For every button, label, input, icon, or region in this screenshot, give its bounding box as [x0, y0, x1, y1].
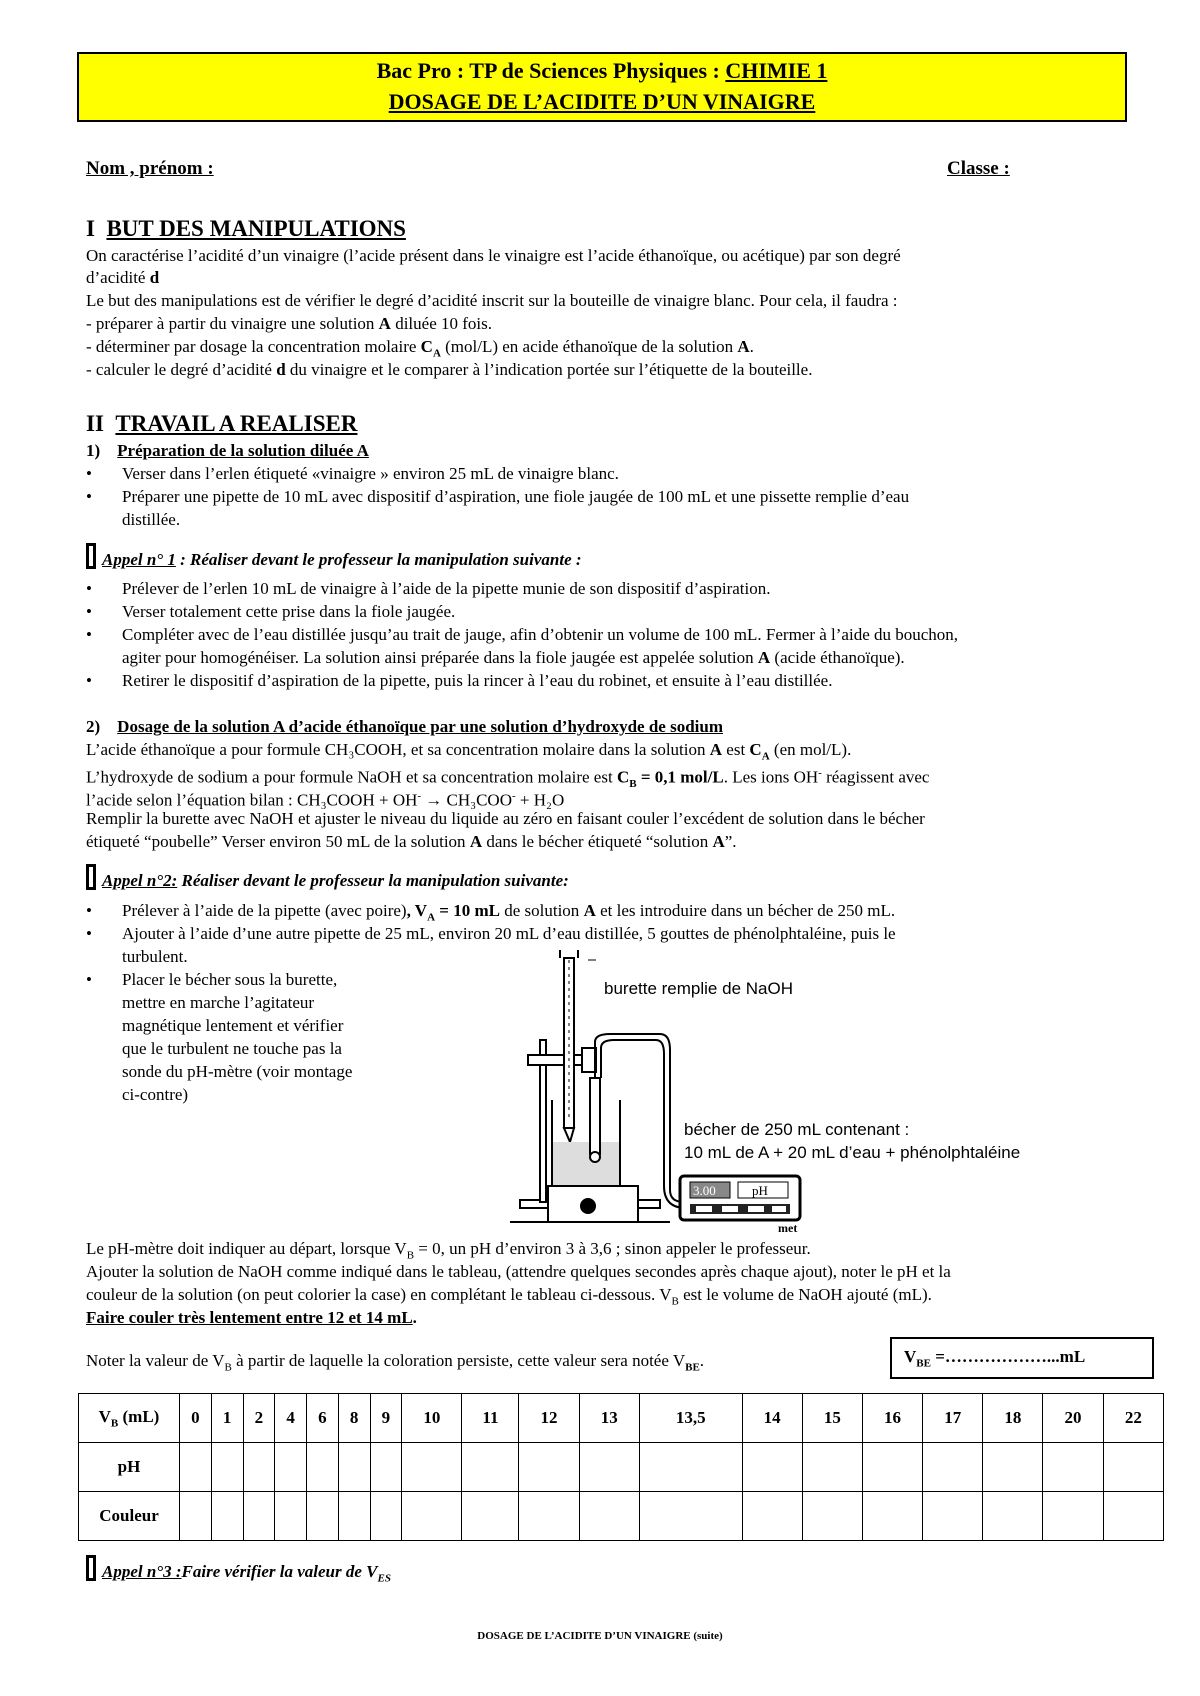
color-cell[interactable]: [243, 1492, 275, 1541]
phone-icon: [86, 1555, 96, 1581]
vol-cell: 2: [243, 1394, 275, 1443]
vol-cell: 6: [307, 1394, 339, 1443]
vol-cell: 4: [275, 1394, 307, 1443]
vol-cell: 9: [370, 1394, 402, 1443]
ph-cell[interactable]: [802, 1443, 862, 1492]
after-line-3: couleur de la solution (on peut colorier la case) en complétant le tableau ci-dessous. $V_B$ est le volume de NaOH ajouté (mL).: [86, 1285, 932, 1308]
ph-electrode: [590, 1078, 600, 1154]
ph-cell[interactable]: [243, 1443, 275, 1492]
vol-cell: 11: [462, 1394, 519, 1443]
color-cell[interactable]: [639, 1492, 742, 1541]
vol-cell: 12: [519, 1394, 579, 1443]
part-1-heading: 1) Préparation de la solution diluée A: [86, 441, 369, 460]
ph-cell[interactable]: [338, 1443, 370, 1492]
s1-intro-3: Le but des manipulations est de vérifier le degré d’acidité inscrit sur la bouteille de vinaigre blanc. Pour cela, il faudra :: [86, 291, 898, 310]
appel-3: Appel n°3 :Faire vérifier la valeur de $V_{ES}$: [86, 1555, 391, 1589]
color-cell[interactable]: [519, 1492, 579, 1541]
table-row-couleur: [79, 1492, 1164, 1541]
p2-line-5: étiqueté “poubelle” Verser environ 50 mL de la solution A dans le bécher étiqueté “solution A”.: [86, 832, 737, 851]
vol-cell: 22: [1103, 1394, 1163, 1443]
vol-cell: 14: [742, 1394, 802, 1443]
measurement-table: [78, 1393, 1164, 1541]
p2-line-3: l’acide selon l’équation bilan : CH₃COOH + OH- → CH₃COO- + H₂O: [86, 790, 565, 810]
note-vbe: Noter la valeur de $V_B$ à partir de laquelle la coloration persiste, cette valeur sera notée $V_{BE}$.: [86, 1351, 705, 1374]
footer: DOSAGE DE L’ACIDITE D’UN VINAIGRE (suite): [477, 1630, 723, 1642]
s1-bullet-3: - calculer le degré d’acidité d du vinaigre et le comparer à l’indication portée sur l’étiquette de la bouteille.: [86, 360, 813, 379]
color-cell[interactable]: [370, 1492, 402, 1541]
color-cell[interactable]: [923, 1492, 983, 1541]
color-cell[interactable]: [1043, 1492, 1103, 1541]
display-value: 3.00: [693, 1183, 716, 1198]
header-vb: $V_B$ (mL): [79, 1394, 180, 1443]
ph-cell[interactable]: [180, 1443, 212, 1492]
solution: [553, 1142, 619, 1189]
vol-cell: 10: [402, 1394, 462, 1443]
vbe-box: [890, 1337, 1154, 1379]
ph-cell[interactable]: [742, 1443, 802, 1492]
color-cell[interactable]: [462, 1492, 519, 1541]
phone-icon: [86, 864, 96, 890]
ph-cell[interactable]: [1103, 1443, 1163, 1492]
color-cell[interactable]: [211, 1492, 243, 1541]
ph-cell[interactable]: [983, 1443, 1043, 1492]
met-label: met: [778, 1221, 798, 1235]
vol-cell: 8: [338, 1394, 370, 1443]
ph-cell[interactable]: [462, 1443, 519, 1492]
fig-burette-label: burette remplie de NaOH: [604, 979, 793, 998]
vol-cell: 18: [983, 1394, 1043, 1443]
vol-cell: 0: [180, 1394, 212, 1443]
table-row-volume: [79, 1394, 1164, 1443]
appel-2: Appel n°2: Réaliser devant le professeur la manipulation suivante:: [86, 864, 569, 892]
fig-becher-label-2: 10 mL de A + 20 mL d’eau + phénolphtaléine: [684, 1143, 1021, 1162]
vol-cell: 16: [862, 1394, 922, 1443]
ph-cell[interactable]: [923, 1443, 983, 1492]
ph-cell[interactable]: [519, 1443, 579, 1492]
appel-1: Appel n° 1 : Réaliser devant le professeur la manipulation suivante :: [86, 543, 582, 571]
color-cell[interactable]: [180, 1492, 212, 1541]
vol-cell: 17: [923, 1394, 983, 1443]
color-cell[interactable]: [802, 1492, 862, 1541]
table-row-ph: [79, 1443, 1164, 1492]
ph-cell[interactable]: [370, 1443, 402, 1492]
part-2-heading: 2) Dosage de la solution A d’acide éthanoïque par une solution d’hydroxyde de sodium: [86, 717, 723, 736]
class-label: Classe :: [947, 158, 1010, 179]
vol-cell: 13,5: [639, 1394, 742, 1443]
vol-cell: 20: [1043, 1394, 1103, 1443]
s1-bullet-1: - préparer à partir du vinaigre une solution A diluée 10 fois.: [86, 314, 492, 333]
color-cell[interactable]: [307, 1492, 339, 1541]
ph-label: pH: [752, 1183, 768, 1198]
color-cell[interactable]: [402, 1492, 462, 1541]
s1-intro-2: d’acidité d: [86, 268, 160, 287]
ph-cell[interactable]: [579, 1443, 639, 1492]
phone-icon: [86, 543, 96, 569]
title-line-2: DOSAGE DE L’ACIDITE D’UN VINAIGRE: [388, 89, 816, 114]
ph-cell[interactable]: [639, 1443, 742, 1492]
header-couleur: Couleur: [79, 1492, 180, 1541]
color-cell[interactable]: [275, 1492, 307, 1541]
name-label: Nom , prénom :: [86, 158, 214, 179]
ph-cell[interactable]: [211, 1443, 243, 1492]
color-cell[interactable]: [338, 1492, 370, 1541]
clamp: [528, 1055, 588, 1065]
title-box: [77, 52, 1127, 122]
p2-line-1: L’acide éthanoïque a pour formule CH₃COOH, et sa concentration molaire dans la solution A est $C_A$ (en mol/L).: [86, 740, 852, 763]
after-line-1: Le pH-mètre doit indiquer au départ, lorsque $V_B = 0$, un pH d’environ 3 à 3,6 ; sinon appeler le professeur.: [86, 1239, 811, 1262]
color-cell[interactable]: [983, 1492, 1043, 1541]
after-line-2: Ajouter la solution de NaOH comme indiqué dans le tableau, (attendre quelques secondes après chaque ajout), noter le pH et la: [86, 1262, 951, 1281]
color-cell[interactable]: [1103, 1492, 1163, 1541]
color-cell[interactable]: [742, 1492, 802, 1541]
ph-cell[interactable]: [307, 1443, 339, 1492]
header-ph: pH: [79, 1443, 180, 1492]
s1-bullet-2: - déterminer par dosage la concentration molaire $C_A$ (mol/L) en acide éthanoïque de la solution A.: [86, 337, 754, 360]
after-line-4: Faire couler très lentement entre 12 et 14 mL.: [86, 1308, 417, 1327]
ph-cell[interactable]: [275, 1443, 307, 1492]
ph-cell[interactable]: [862, 1443, 922, 1492]
vol-cell: 1: [211, 1394, 243, 1443]
section-2-heading: II TRAVAIL A REALISER: [86, 411, 358, 436]
ph-cell[interactable]: [402, 1443, 462, 1492]
vbe-field: $V_{BE}$ =………………...mL: [904, 1347, 1086, 1370]
section-1-heading: I BUT DES MANIPULATIONS: [86, 216, 406, 241]
p2-line-2: L’hydroxyde de sodium a pour formule NaOH et sa concentration molaire est $C_B = 0,1$ mol/L. Les ions OH- réagissent avec: [86, 767, 930, 791]
color-cell[interactable]: [579, 1492, 639, 1541]
vol-cell: 13: [579, 1394, 639, 1443]
s1-intro-1: On caractérise l’acidité d’un vinaigre (l’acide présent dans le vinaigre est l’acide éthanoïque, ou acétique) par son degré: [86, 246, 901, 265]
vol-cell: 15: [802, 1394, 862, 1443]
title-line-1: Bac Pro : TP de Sciences Physiques : CHIMIE 1: [376, 58, 828, 83]
ph-cell[interactable]: [1043, 1443, 1103, 1492]
fig-becher-label-1: bécher de 250 mL contenant :: [684, 1120, 910, 1139]
p2-line-4: Remplir la burette avec NaOH et ajuster le niveau du liquide au zéro en faisant couler l’excédent de solution dans le bécher: [86, 809, 925, 828]
color-cell[interactable]: [862, 1492, 922, 1541]
